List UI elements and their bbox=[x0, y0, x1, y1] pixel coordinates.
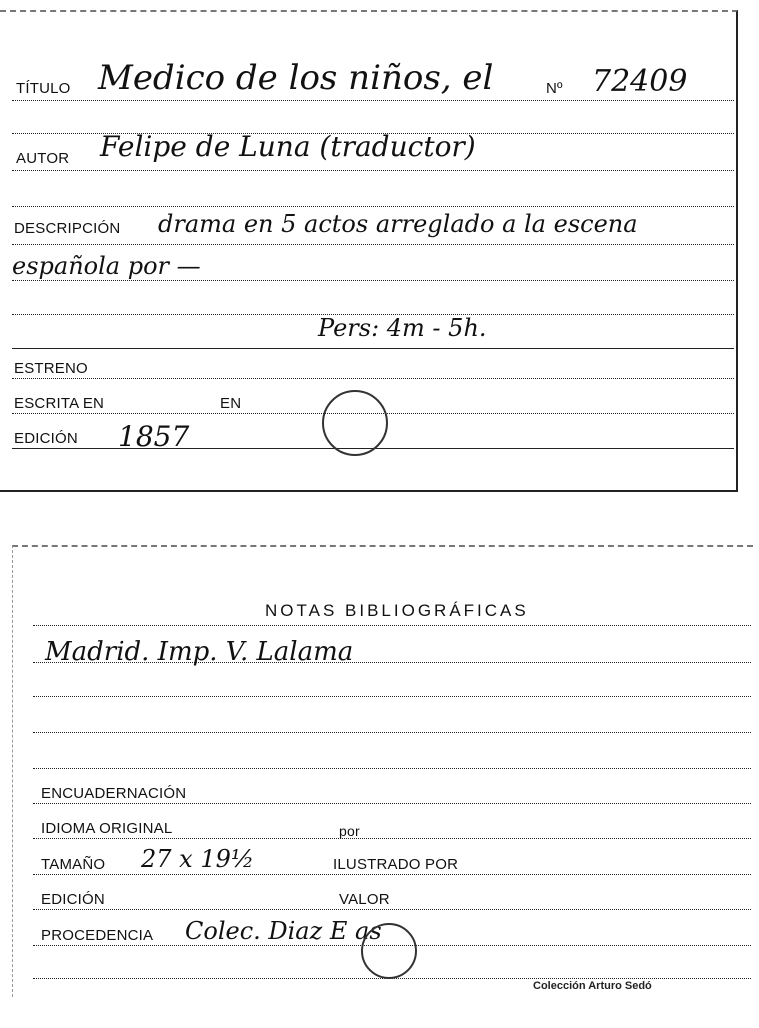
blank-rule-2 bbox=[12, 206, 734, 207]
procedencia-value: Colec. Diaz E as bbox=[185, 917, 382, 945]
titulo-label: TÍTULO bbox=[16, 80, 71, 97]
notas-rule-4 bbox=[33, 768, 751, 769]
estreno-rule bbox=[12, 378, 734, 379]
tamano-label: TAMAÑO bbox=[41, 856, 106, 873]
tamano-value: 27 x 19½ bbox=[141, 845, 255, 873]
idioma-rule bbox=[33, 838, 751, 839]
por-label: por bbox=[339, 823, 360, 839]
numero-value: 72409 bbox=[592, 64, 688, 99]
punch-hole-stamp bbox=[322, 390, 388, 456]
catalog-card-back bbox=[12, 545, 753, 997]
descripcion-rule bbox=[12, 244, 734, 245]
collection-footer: Colección Arturo Sedó bbox=[533, 980, 652, 992]
autor-rule bbox=[12, 170, 734, 171]
encuadernacion-rule bbox=[33, 803, 751, 804]
titulo-value: Medico de los niños, el bbox=[98, 58, 494, 98]
numero-label: Nº bbox=[546, 80, 563, 97]
personajes-rule bbox=[12, 348, 734, 349]
descripcion-rule-2 bbox=[12, 280, 734, 281]
titulo-rule bbox=[12, 100, 734, 101]
notas-rule-3 bbox=[33, 732, 751, 733]
autor-value: Felipe de Luna (traductor) bbox=[100, 130, 476, 163]
edicion2-label: EDICIÓN bbox=[41, 891, 105, 908]
catalog-card-front bbox=[0, 10, 738, 492]
notas-rule-0 bbox=[33, 625, 751, 626]
idioma-label: IDIOMA ORIGINAL bbox=[41, 820, 173, 837]
edicion-value: 1857 bbox=[118, 420, 190, 453]
notas-rule-1 bbox=[33, 662, 751, 663]
procedencia-label: PROCEDENCIA bbox=[41, 927, 154, 944]
personajes-value: Pers: 4m - 5h. bbox=[318, 314, 487, 342]
autor-label: AUTOR bbox=[16, 150, 70, 167]
notas-rule-2 bbox=[33, 696, 751, 697]
edicion2-rule bbox=[33, 909, 751, 910]
encuadernacion-label: ENCUADERNACIÓN bbox=[41, 785, 187, 802]
notas-title: NOTAS BIBLIOGRÁFICAS bbox=[265, 601, 529, 620]
descripcion-label: DESCRIPCIÓN bbox=[14, 220, 121, 237]
valor-label: VALOR bbox=[339, 891, 390, 908]
punch-hole-stamp-2 bbox=[361, 923, 417, 979]
estreno-label: ESTRENO bbox=[14, 360, 88, 377]
escrita-en-label: ESCRITA EN bbox=[14, 395, 105, 412]
ilustrado-label: ILUSTRADO POR bbox=[333, 856, 459, 873]
descripcion-line2: española por — bbox=[12, 252, 201, 280]
tamano-rule bbox=[33, 874, 751, 875]
edicion-label: EDICIÓN bbox=[14, 430, 78, 447]
en-label: EN bbox=[220, 395, 242, 412]
notas-line1: Madrid. Imp. V. Lalama bbox=[45, 637, 354, 667]
descripcion-line1: drama en 5 actos arreglado a la escena bbox=[158, 210, 638, 238]
